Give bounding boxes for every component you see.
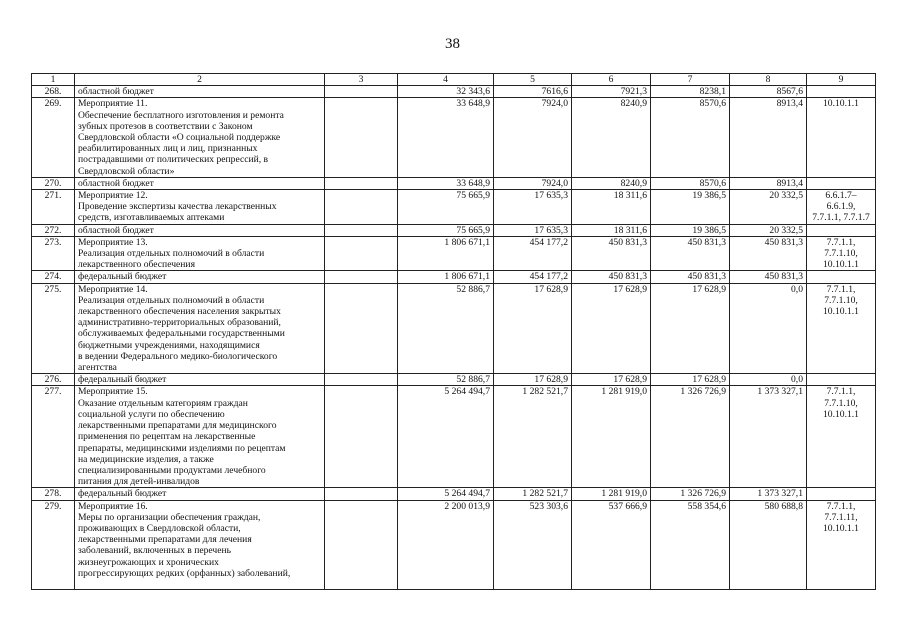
amount-cell-v4: 5 264 494,7 — [398, 488, 494, 500]
description-line: Мероприятие 12. — [78, 190, 148, 202]
description-line: административно-территориальных образований, — [78, 317, 281, 329]
row-number-cell: 273. — [32, 236, 75, 271]
target-indicator: 7.7.1.10, — [824, 248, 858, 260]
row-number-cell: 272. — [32, 224, 75, 236]
header-row — [32, 74, 876, 86]
table-row — [32, 98, 876, 177]
amount-cell-v4: 75 665,9 — [398, 190, 494, 225]
amount-cell-v4: 32 343,6 — [398, 86, 494, 98]
description-line: зубных протезов в соответствии с Законом — [78, 120, 253, 132]
target-indicator: 7.7.1.1, 7.7.1.7 — [812, 212, 870, 224]
description-line: лекарственного обеспечения — [78, 259, 195, 271]
amount-cell-v6: 18 311,6 — [572, 224, 651, 236]
table-row — [32, 488, 876, 500]
column3-cell — [325, 177, 398, 189]
column3-cell — [325, 283, 398, 374]
description-line: применения по рецептам на лекарственные — [78, 431, 256, 443]
description-line: областной бюджет — [78, 224, 154, 236]
row-number-cell: 274. — [32, 271, 75, 283]
table-row — [32, 177, 876, 189]
amount-cell-v5: 17 628,9 — [494, 374, 572, 386]
column-header: 5 — [494, 74, 572, 86]
table-row — [32, 271, 876, 283]
amount-cell-v7: 1 326 726,9 — [651, 488, 730, 500]
target-indicator: 10.10.1.1 — [823, 522, 859, 534]
row-number-cell: 277. — [32, 386, 75, 488]
amount-cell-v6: 17 628,9 — [572, 374, 651, 386]
target-indicator: 7.7.1.1, — [826, 386, 856, 398]
description-line: Меры по организации обеспечения граждан, — [78, 511, 261, 523]
amount-cell-v7: 19 386,5 — [651, 224, 730, 236]
description-cell — [75, 177, 325, 189]
target-indicator: 10.10.1.1 — [823, 408, 859, 420]
amount-cell-v5: 7924,0 — [494, 177, 572, 189]
table-row — [32, 86, 876, 98]
description-line: Мероприятие 15. — [78, 386, 148, 398]
description-line: Реализация отдельных полномочий в области — [78, 294, 265, 306]
column-header: 7 — [651, 74, 730, 86]
amount-cell-v5: 454 177,2 — [494, 271, 572, 283]
amount-cell-v4: 52 886,7 — [398, 374, 494, 386]
row-number-cell: 276. — [32, 374, 75, 386]
amount-cell-v7: 17 628,9 — [651, 374, 730, 386]
table-row — [32, 500, 876, 589]
amount-cell-v4: 2 200 013,9 — [398, 500, 494, 589]
description-cell — [75, 374, 325, 386]
description-line: средств, изготавливаемых аптеками — [78, 212, 225, 224]
description-line: препараты, медицинскими изделиями по рецептам — [78, 442, 286, 454]
target-indicators-cell — [807, 236, 876, 271]
description-cell — [75, 271, 325, 283]
target-indicator: 7.7.1.1, — [826, 236, 856, 248]
table-row — [32, 283, 876, 374]
column-header: 2 — [75, 74, 325, 86]
column-header: 1 — [32, 74, 75, 86]
amount-cell-v6: 450 831,3 — [572, 271, 651, 283]
column-header: 8 — [730, 74, 807, 86]
target-indicator: 10.10.1.1 — [823, 98, 859, 110]
row-number-cell: 278. — [32, 488, 75, 500]
description-line: Реализация отдельных полномочий в области — [78, 248, 265, 260]
amount-cell-v6: 537 666,9 — [572, 500, 651, 589]
target-indicators-cell — [807, 190, 876, 225]
target-indicator: 10.10.1.1 — [823, 306, 859, 318]
amount-cell-v6: 1 281 919,0 — [572, 488, 651, 500]
table-body — [32, 86, 876, 589]
amount-cell-v5: 1 282 521,7 — [494, 386, 572, 488]
description-cell — [75, 500, 325, 589]
description-line: Свердловской области» — [78, 165, 175, 177]
target-indicators-cell — [807, 374, 876, 386]
table-row — [32, 224, 876, 236]
description-line: Мероприятие 13. — [78, 236, 148, 248]
description-line: проживающих в Свердловской области, — [78, 522, 241, 534]
description-line: обслуживаемых федеральными государственными — [78, 328, 285, 340]
description-line: лекарственного обеспечения населения закрытых — [78, 306, 281, 318]
description-line: лекарственными препаратами для медицинского — [78, 420, 277, 432]
target-indicator: 10.10.1.1 — [823, 259, 859, 271]
description-cell — [75, 86, 325, 98]
description-cell — [75, 224, 325, 236]
column-header: 4 — [398, 74, 494, 86]
target-indicators-cell — [807, 488, 876, 500]
column-header: 3 — [325, 74, 398, 86]
column3-cell — [325, 236, 398, 271]
description-cell — [75, 386, 325, 488]
amount-cell-v8: 8567,6 — [730, 86, 807, 98]
amount-cell-v8: 1 373 327,1 — [730, 386, 807, 488]
column-header: 6 — [572, 74, 651, 86]
description-line: федеральный бюджет — [78, 488, 167, 500]
column3-cell — [325, 86, 398, 98]
description-line: питания для детей-инвалидов — [78, 476, 200, 488]
amount-cell-v7: 8570,6 — [651, 98, 730, 177]
column3-cell — [325, 500, 398, 589]
amount-cell-v8: 8913,4 — [730, 177, 807, 189]
amount-cell-v8: 20 332,5 — [730, 190, 807, 225]
page-number: 38 — [445, 36, 460, 52]
target-indicator: 7.7.1.10, — [824, 294, 858, 306]
target-indicator: 7.7.1.1, — [826, 500, 856, 512]
amount-cell-v5: 17 635,3 — [494, 190, 572, 225]
column3-cell — [325, 488, 398, 500]
amount-cell-v4: 52 886,7 — [398, 283, 494, 374]
amount-cell-v5: 7924,0 — [494, 98, 572, 177]
amount-cell-v5: 454 177,2 — [494, 236, 572, 271]
description-line: агентства — [78, 362, 117, 374]
row-number-cell: 271. — [32, 190, 75, 225]
column3-cell — [325, 271, 398, 283]
description-line: Мероприятие 16. — [78, 500, 148, 512]
amount-cell-v8: 0,0 — [730, 283, 807, 374]
column3-cell — [325, 374, 398, 386]
amount-cell-v8: 1 373 327,1 — [730, 488, 807, 500]
amount-cell-v5: 523 303,6 — [494, 500, 572, 589]
budget-table — [31, 73, 876, 590]
description-line: федеральный бюджет — [78, 271, 167, 283]
description-line: реабилитированных лиц и лиц, признанных — [78, 143, 258, 155]
amount-cell-v7: 17 628,9 — [651, 283, 730, 374]
description-line: областной бюджет — [78, 86, 154, 98]
description-line: лекарственными препаратами для лечения — [78, 534, 252, 546]
amount-cell-v8: 20 332,5 — [730, 224, 807, 236]
amount-cell-v5: 1 282 521,7 — [494, 488, 572, 500]
description-line: областной бюджет — [78, 177, 154, 189]
amount-cell-v7: 8238,1 — [651, 86, 730, 98]
amount-cell-v6: 7921,3 — [572, 86, 651, 98]
amount-cell-v6: 17 628,9 — [572, 283, 651, 374]
row-number-cell: 270. — [32, 177, 75, 189]
amount-cell-v6: 8240,9 — [572, 98, 651, 177]
description-line: заболеваний, включенных в перечень — [78, 545, 232, 557]
description-line: прогрессирующих редких (орфанных) заболеваний, — [78, 567, 291, 579]
amount-cell-v7: 19 386,5 — [651, 190, 730, 225]
description-line: федеральный бюджет — [78, 374, 167, 386]
amount-cell-v5: 7616,6 — [494, 86, 572, 98]
target-indicators-cell — [807, 98, 876, 177]
amount-cell-v6: 1 281 919,0 — [572, 386, 651, 488]
amount-cell-v6: 18 311,6 — [572, 190, 651, 225]
description-line: специализированными продуктами лечебного — [78, 464, 266, 476]
target-indicators-cell — [807, 386, 876, 488]
column3-cell — [325, 386, 398, 488]
target-indicator: 6.6.1.7– — [825, 190, 857, 202]
amount-cell-v6: 450 831,3 — [572, 236, 651, 271]
description-cell — [75, 236, 325, 271]
target-indicators-cell — [807, 224, 876, 236]
column3-cell — [325, 224, 398, 236]
amount-cell-v4: 1 806 671,1 — [398, 271, 494, 283]
amount-cell-v8: 580 688,8 — [730, 500, 807, 589]
target-indicator: 7.7.1.10, — [824, 397, 858, 409]
table-row — [32, 190, 876, 225]
column3-cell — [325, 98, 398, 177]
description-line: Обеспечение бесплатного изготовления и ремонта — [78, 109, 284, 121]
description-line: бюджетными учреждениями, находящимися — [78, 339, 260, 351]
description-cell — [75, 190, 325, 225]
amount-cell-v7: 450 831,3 — [651, 236, 730, 271]
amount-cell-v5: 17 628,9 — [494, 283, 572, 374]
description-cell — [75, 488, 325, 500]
amount-cell-v4: 33 648,9 — [398, 177, 494, 189]
row-number-cell: 269. — [32, 98, 75, 177]
description-line: Мероприятие 11. — [78, 98, 148, 110]
description-line: социальной услуги по обеспечению — [78, 408, 225, 420]
table-row — [32, 386, 876, 488]
description-line: Проведение экспертизы качества лекарственных — [78, 201, 277, 213]
amount-cell-v7: 450 831,3 — [651, 271, 730, 283]
row-number-cell: 279. — [32, 500, 75, 589]
description-cell — [75, 98, 325, 177]
amount-cell-v7: 558 354,6 — [651, 500, 730, 589]
amount-cell-v8: 0,0 — [730, 374, 807, 386]
amount-cell-v8: 450 831,3 — [730, 271, 807, 283]
amount-cell-v8: 8913,4 — [730, 98, 807, 177]
target-indicators-cell — [807, 86, 876, 98]
amount-cell-v4: 1 806 671,1 — [398, 236, 494, 271]
description-line: пострадавшими от политических репрессий, в — [78, 154, 269, 166]
description-line: на медицинские изделия, а также — [78, 453, 214, 465]
amount-cell-v7: 1 326 726,9 — [651, 386, 730, 488]
description-cell — [75, 283, 325, 374]
amount-cell-v7: 8570,6 — [651, 177, 730, 189]
description-line: в ведении Федерального медико-биологического — [78, 350, 278, 362]
description-line: Свердловской области «О социальной поддержке — [78, 132, 281, 144]
amount-cell-v4: 33 648,9 — [398, 98, 494, 177]
target-indicators-cell — [807, 271, 876, 283]
target-indicator: 6.6.1.9, — [826, 201, 856, 213]
amount-cell-v4: 5 264 494,7 — [398, 386, 494, 488]
target-indicator: 7.7.1.1, — [826, 283, 856, 295]
target-indicators-cell — [807, 500, 876, 589]
amount-cell-v8: 450 831,3 — [730, 236, 807, 271]
target-indicators-cell — [807, 283, 876, 374]
description-line: Оказание отдельным категориям граждан — [78, 397, 248, 409]
table-row — [32, 374, 876, 386]
table-row — [32, 236, 876, 271]
target-indicator: 7.7.1.11, — [824, 511, 858, 523]
amount-cell-v4: 75 665,9 — [398, 224, 494, 236]
row-number-cell: 268. — [32, 86, 75, 98]
column3-cell — [325, 190, 398, 225]
row-number-cell: 275. — [32, 283, 75, 374]
description-line: Мероприятие 14. — [78, 283, 148, 295]
amount-cell-v5: 17 635,3 — [494, 224, 572, 236]
column-header: 9 — [807, 74, 876, 86]
amount-cell-v6: 8240,9 — [572, 177, 651, 189]
description-line: жизнеугрожающих и хронических — [78, 556, 219, 568]
target-indicators-cell — [807, 177, 876, 189]
